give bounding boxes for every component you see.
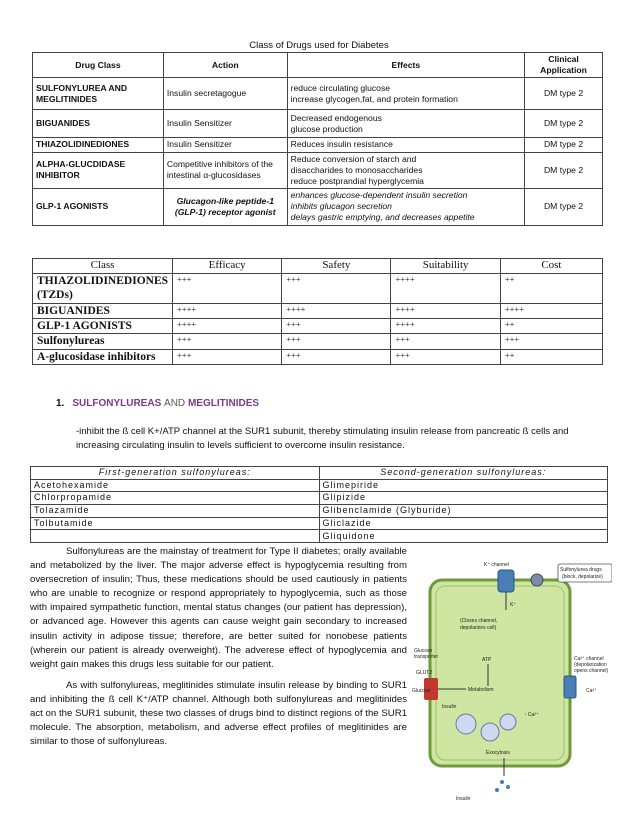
- table-row: [33, 349, 603, 364]
- table-row: [31, 530, 608, 543]
- section-title-a: SULFONYLUREAS: [72, 398, 162, 409]
- first-gen-drug: Tolbutamide: [31, 517, 320, 530]
- efficacy-cell: ++++: [173, 318, 282, 333]
- header-drug-class: Drug Class: [33, 53, 164, 78]
- application-cell: DM type 2: [525, 138, 603, 152]
- safety-cell: +++: [282, 318, 391, 333]
- header-class: Class: [33, 259, 173, 274]
- insulin-label: Insulin: [442, 704, 457, 710]
- table-row: [31, 505, 608, 518]
- table2-header-row: [33, 259, 603, 274]
- insulin-granule: [456, 714, 476, 734]
- effects-cell: [287, 110, 524, 138]
- efficacy-cell: +++: [173, 273, 282, 303]
- header-action: Action: [163, 53, 287, 78]
- suitability-cell: +++: [391, 334, 500, 349]
- first-gen-drug: [31, 530, 320, 543]
- metabolism-label: Metabolism: [468, 687, 494, 693]
- second-gen-drug: Glimepiride: [319, 479, 608, 492]
- class-name-cell: GLP-1 AGONISTS: [33, 318, 173, 333]
- second-gen-drug: Glibenclamide (Glyburide): [319, 505, 608, 518]
- ca-in-label: ↑ Ca²⁺: [524, 712, 539, 718]
- table-row: [31, 517, 608, 530]
- header-safety: Safety: [282, 259, 391, 274]
- k-channel-icon: [498, 570, 514, 592]
- section-heading: [56, 398, 259, 409]
- safety-cell: +++: [282, 334, 391, 349]
- table-row: [33, 138, 603, 152]
- k-channel-label: K⁺ channel: [484, 562, 509, 568]
- glucose-transporter-label-2: transporter: [414, 654, 439, 660]
- beta-cell-body: [430, 580, 570, 766]
- beta-cell-diagram: [412, 558, 612, 804]
- ca-channel-label-3: opens channel): [574, 668, 609, 674]
- effect-line: Reduce conversion of starch and: [290, 153, 417, 164]
- effect-line: inhibits glucagon secretion: [290, 201, 392, 212]
- effects-cell: [287, 78, 524, 110]
- drug-comparison-table: [32, 258, 603, 365]
- safety-cell: ++++: [282, 303, 391, 318]
- efficacy-cell: +++: [173, 349, 282, 364]
- ca-channel-label: Ca²⁺ channel: [574, 656, 604, 662]
- action-cell: Competitive inhibitors of the intestinal α-glucosidases: [163, 152, 287, 189]
- effect-line: reduce postprandial hyperglycemia: [290, 175, 424, 186]
- header-clinical-application: Clinical Application: [525, 53, 603, 78]
- safety-cell: +++: [282, 273, 391, 303]
- suitability-cell: ++++: [391, 318, 500, 333]
- paragraph-2-text: As with sulfonylureas, meglitinides stimulate insulin release by binding to SUR1 and inhibiting the ß cell K⁺/ATP channel. Although both sulfonylureas and meglitinides act on the SUR1 subunit, these two classes of drugs bind to distinct regions of the SUR1 molecule. The absorption, metabolism, and adverse effect profiles of meglitinides are similar to those of sulfonylureas.: [30, 680, 407, 748]
- effect-line: disaccharides to monosaccharides: [290, 164, 423, 175]
- action-cell: Insulin secretagogue: [163, 78, 287, 110]
- suitability-cell: ++++: [391, 273, 500, 303]
- insulin-dot: [506, 785, 510, 789]
- paragraph-1-text: Sulfonylureas are the mainstay of treatment for Type II diabetes; orally available and metabolized by the liver. The major adverse effect is hypoglycemia resulting from oversecretion of insulin; Thus, these medications should be used cautiously in patients who are unable to recognize or respond appropriately to hypoglycemia, such as those with impaired sympathetic function, mental status changes (our patient has depression), or advanced age. However this agents can cause weight gain secondary to increased insulin activity in adipose tissue; therefore, are better suited for nonobese patients (wherein our patient is already overweight). The adverese effect of hypoglycemia and weight gain makes this drugs less suitable for our patient.: [30, 546, 407, 670]
- table-row: [31, 492, 608, 505]
- sulfonylurea-label: Sulfonylurea drugs: [560, 567, 602, 573]
- effect-line: increase glycogen,fat, and protein formation: [290, 93, 458, 104]
- insulin-dot: [500, 780, 504, 784]
- cost-cell: ++: [500, 273, 602, 303]
- effect-line: enhances glucose-dependent insulin secretion: [290, 190, 468, 201]
- section-title-b: MEGLITINIDES: [187, 398, 260, 409]
- header-second-generation: Second-generation sulfonylureas:: [319, 467, 608, 480]
- effect-line: reduce circulating glucose: [290, 82, 391, 93]
- class-name-cell: A-glucosidase inhibitors: [33, 349, 173, 364]
- header-first-generation: First-generation sulfonylureas:: [31, 467, 320, 480]
- insulin-granule: [500, 714, 516, 730]
- application-cell: DM type 2: [525, 152, 603, 189]
- safety-cell: +++: [282, 349, 391, 364]
- effect-line: Reduces insulin resistance: [290, 139, 393, 150]
- efficacy-cell: +++: [173, 334, 282, 349]
- sulfonylurea-drug-icon: [531, 574, 543, 586]
- header-efficacy: Efficacy: [173, 259, 282, 274]
- header-effects: Effects: [287, 53, 524, 78]
- table3-header-row: [31, 467, 608, 480]
- table-row: [33, 110, 603, 138]
- drug-class-table: [32, 52, 603, 226]
- efficacy-cell: ++++: [173, 303, 282, 318]
- class-name-cell: Sulfonylureas: [33, 334, 173, 349]
- cost-cell: +++: [500, 334, 602, 349]
- application-cell: DM type 2: [525, 78, 603, 110]
- ca-channel-label-2: (depolarization: [574, 662, 607, 668]
- ca-channel-icon: [564, 676, 576, 698]
- drug-class-cell: SULFONYLUREA AND MEGLITINIDES: [33, 78, 164, 110]
- table-row: [33, 334, 603, 349]
- first-gen-drug: Chlorpropamide: [31, 492, 320, 505]
- suitability-cell: +++: [391, 349, 500, 364]
- application-cell: DM type 2: [525, 189, 603, 226]
- table-row: [33, 273, 603, 303]
- second-gen-drug: Gliquidone: [319, 530, 608, 543]
- effect-line: delays gastric emptying, and decreases appetite: [290, 212, 475, 223]
- action-cell: Insulin Sensitizer: [163, 110, 287, 138]
- suitability-cell: ++++: [391, 303, 500, 318]
- header-suitability: Suitability: [391, 259, 500, 274]
- glucose-label: Glucose: [412, 688, 431, 694]
- table-row: [33, 78, 603, 110]
- insulin-out-label: Insulin: [456, 796, 471, 802]
- cost-cell: ++: [500, 349, 602, 364]
- table-row: [33, 152, 603, 189]
- effects-cell: [287, 152, 524, 189]
- ca-out-label: Ca²⁺: [586, 688, 597, 694]
- table1-header-row: [33, 53, 603, 78]
- drug-class-cell: GLP-1 AGONISTS: [33, 189, 164, 226]
- second-gen-drug: Glipizide: [319, 492, 608, 505]
- paragraph-meglitinides: [30, 679, 407, 749]
- paragraph-sulfonylureas: [30, 545, 407, 672]
- table1-title: Class of Drugs used for Diabetes: [249, 40, 389, 51]
- first-gen-drug: Tolazamide: [31, 505, 320, 518]
- section-intro: -inhibit the ß cell K+/ATP channel at the SUR1 subunit, thereby stimulating insulin release from pancreatic ß cells and increasing circulating insulin to levels sufficient to overcome insulin resistance.: [76, 426, 569, 451]
- header-cost: Cost: [500, 259, 602, 274]
- table-row: [33, 303, 603, 318]
- action-cell: Insulin Sensitizer: [163, 138, 287, 152]
- section-number: 1.: [56, 398, 65, 409]
- section-title-and: AND: [164, 398, 186, 409]
- sulfonylurea-sub-label: (block, depolarize): [562, 574, 603, 580]
- drug-class-cell: THIAZOLIDINEDIONES: [33, 138, 164, 152]
- effects-cell: [287, 189, 524, 226]
- cost-cell: ++++: [500, 303, 602, 318]
- table-row: [31, 479, 608, 492]
- table-row: [33, 189, 603, 226]
- drug-class-cell: ALPHA-GLUCDIDASE INHIBITOR: [33, 152, 164, 189]
- table-row: [33, 318, 603, 333]
- cost-cell: ++: [500, 318, 602, 333]
- class-name-cell: THIAZOLIDINEDIONES (TZDs): [33, 273, 173, 303]
- beta-cell-svg: [412, 558, 612, 804]
- insulin-granule: [481, 723, 499, 741]
- action-cell: Glucagon-like peptide-1 (GLP-1) receptor agonist: [163, 189, 287, 226]
- insulin-dot: [495, 788, 499, 792]
- first-gen-drug: Acetohexamide: [31, 479, 320, 492]
- glut2-label: GLUT2: [416, 670, 433, 676]
- closes-channel-label: (Closes channel,: [460, 618, 498, 624]
- exocytosis-label: Exocytosis: [486, 750, 510, 756]
- k-plus-label: K⁺: [510, 602, 516, 608]
- sulfonylurea-generations-table: [30, 466, 608, 543]
- second-gen-drug: Gliclazide: [319, 517, 608, 530]
- atp-label: ATP: [482, 657, 492, 663]
- effects-cell: [287, 138, 524, 152]
- effect-line: glucose production: [290, 123, 363, 134]
- drug-class-cell: BIGUANIDES: [33, 110, 164, 138]
- glucose-transporter-label: Glucose: [414, 648, 433, 654]
- application-cell: DM type 2: [525, 110, 603, 138]
- class-name-cell: BIGUANIDES: [33, 303, 173, 318]
- effect-line: Decreased endogenous: [290, 112, 382, 123]
- depolarizes-cell-label: depolarizes cell): [460, 625, 497, 631]
